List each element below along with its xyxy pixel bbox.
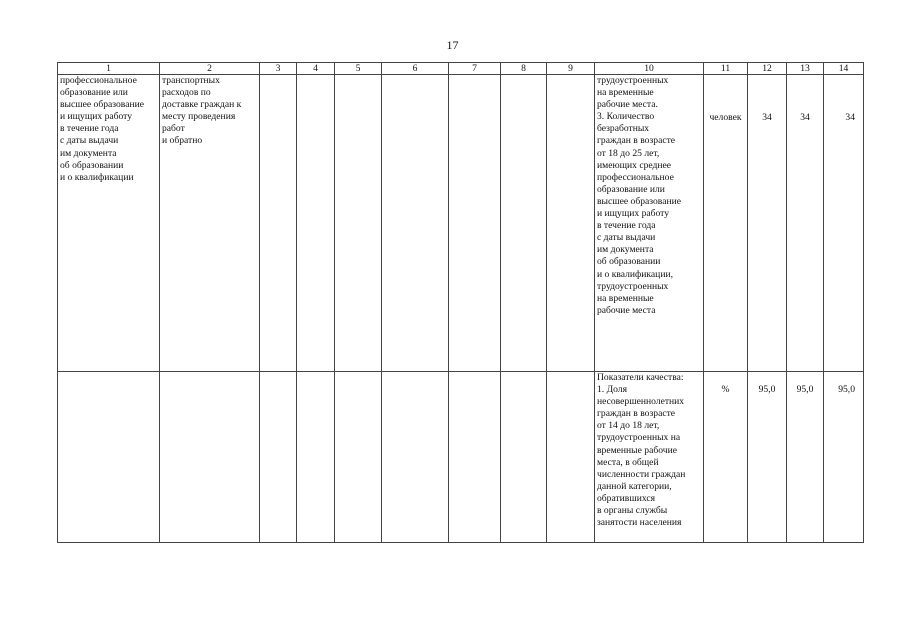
column-header-5: 5 (335, 63, 382, 75)
column-header-2: 2 (160, 63, 260, 75)
empty-cell (382, 372, 449, 543)
empty-cell (501, 75, 547, 372)
table-row (58, 372, 864, 543)
value-cell-13: 34 (787, 75, 824, 372)
value-cell-13: 95,0 (787, 372, 824, 543)
column-header-3: 3 (260, 63, 297, 75)
empty-cell (260, 372, 297, 543)
empty-cell (449, 75, 501, 372)
column-header-6: 6 (382, 63, 449, 75)
empty-cell (382, 75, 449, 372)
column-header-9: 9 (547, 63, 595, 75)
empty-cell (58, 372, 160, 543)
column-header-1: 1 (58, 63, 160, 75)
empty-cell (297, 75, 335, 372)
column-header-7: 7 (449, 63, 501, 75)
unit-cell: человек (704, 75, 748, 372)
value-cell-12: 95,0 (748, 372, 787, 543)
indicator-description-cell: Показатели качества: 1. Доля несовершеннолетних граждан в возрасте от 14 до 18 лет, трудоустроенных на временные рабочие места, в общей численности граждан данной категории, обратившихся в органы службы занятости населения (595, 372, 704, 543)
measure-description-cell: транспортных расходов по доставке граждан к месту проведения работ и обратно (160, 75, 260, 372)
table-row (58, 75, 864, 372)
empty-cell (297, 372, 335, 543)
empty-cell (547, 372, 595, 543)
header-row (58, 63, 864, 75)
value-cell-14: 34 (824, 75, 864, 372)
empty-cell (547, 75, 595, 372)
column-header-4: 4 (297, 63, 335, 75)
empty-cell (160, 372, 260, 543)
column-header-13: 13 (787, 63, 824, 75)
column-header-8: 8 (501, 63, 547, 75)
empty-cell (449, 372, 501, 543)
column-header-10: 10 (595, 63, 704, 75)
indicator-description-cell: трудоустроенных на временные рабочие места. 3. Количество безработных граждан в возрасте от 18 до 25 лет, имеющих среднее профессиональное образование или высшее образование и ищущих работу в течение года с даты выдачи им документа об образовании и о квалификации, трудоустроенных на временные рабочие места (595, 75, 704, 372)
column-header-14: 14 (824, 63, 864, 75)
column-header-11: 11 (704, 63, 748, 75)
program-indicators-table (57, 62, 864, 543)
category-description-cell: профессиональное образование или высшее образование и ищущих работу в течение года с даты выдачи им документа об образовании и о квалификации (58, 75, 160, 372)
value-cell-14: 95,0 (824, 372, 864, 543)
column-header-12: 12 (748, 63, 787, 75)
value-cell-12: 34 (748, 75, 787, 372)
empty-cell (335, 372, 382, 543)
unit-cell: % (704, 372, 748, 543)
empty-cell (501, 372, 547, 543)
empty-cell (335, 75, 382, 372)
empty-cell (260, 75, 297, 372)
page-number: 17 (446, 38, 459, 52)
